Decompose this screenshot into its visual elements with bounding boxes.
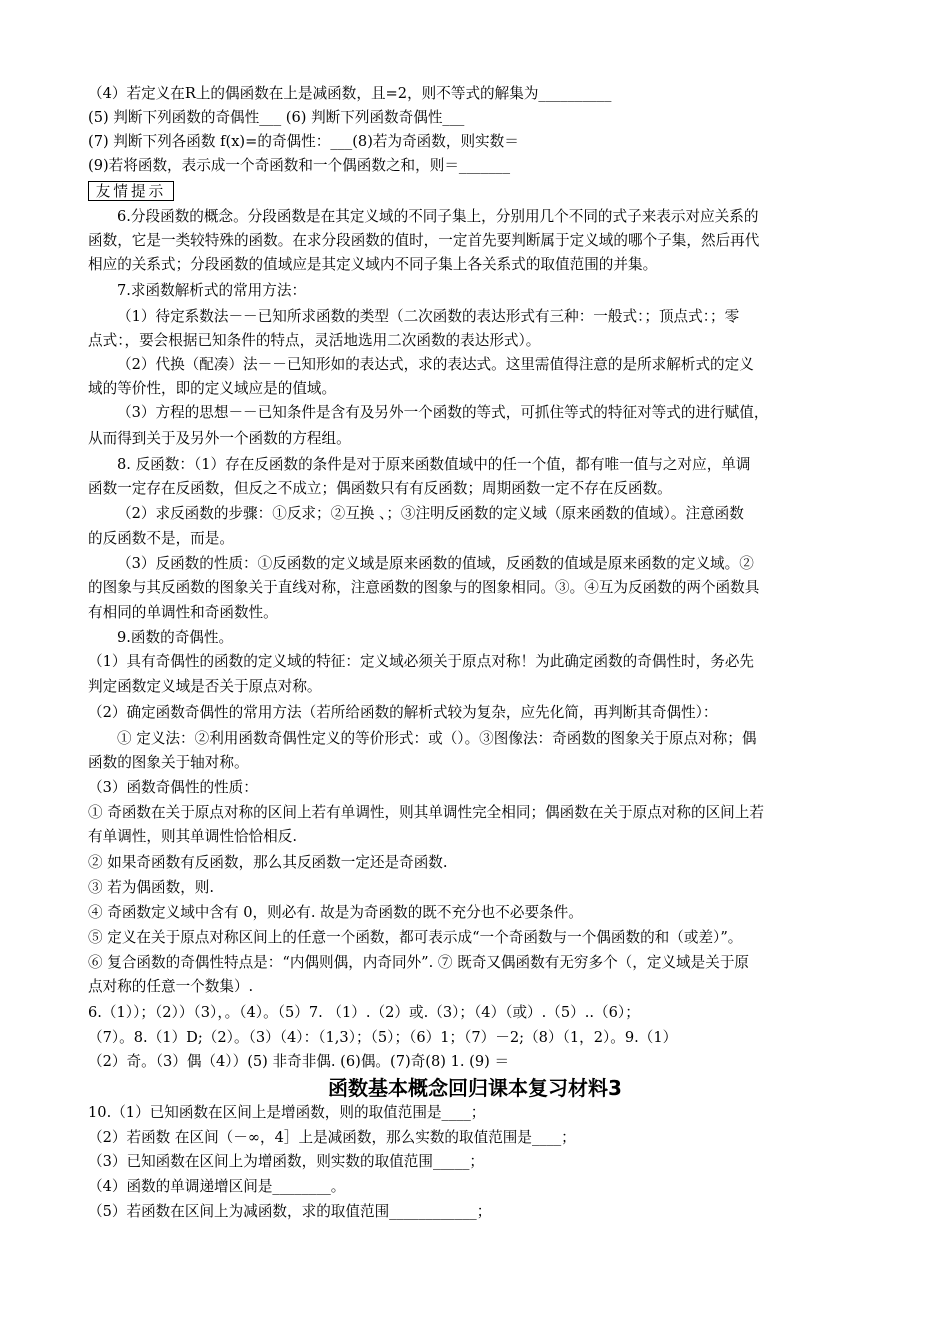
text-line: （1）具有奇偶性的函数的定义域的特征：定义域必须关于原点对称！为此确定函数的奇偶性时，务必先 — [88, 653, 755, 670]
text-line: 点对称的任意一个数集）. — [88, 978, 254, 995]
text-line: 9.函数的奇偶性。 — [117, 629, 234, 646]
text-line: （2）确定函数奇偶性的常用方法（若所给函数的解析式较为复杂，应先化简，再判断其奇偶性）： — [88, 704, 718, 721]
text-line: (9)若将函数，表示成一个奇函数和一个偶函数之和，则＝_______ — [88, 157, 511, 174]
text-line: 8. 反函数：（1）存在反函数的条件是对于原来函数值域中的任一个值，都有唯一值与之对应，单调 — [117, 456, 751, 473]
text-line: ① 奇函数在关于原点对称的区间上若有单调性，则其单调性完全相同；偶函数在关于原点对称的区间上若 — [88, 804, 764, 821]
text-line: (5) 判断下列函数的奇偶性___ (6) 判断下列函数奇偶性___ — [88, 109, 465, 126]
text-line: ④ 奇函数定义域中含有 0，则必有. 故是为奇函数的既不充分也不必要条件。 — [88, 904, 583, 921]
text-line: （3）已知函数在区间上为增函数，则实数的取值范围_____； — [88, 1153, 485, 1170]
text-line: 域的等价性，即的定义域应是的值域。 — [88, 380, 337, 397]
text-line: 的反函数不是，而是。 — [88, 530, 234, 547]
text-line: （4）函数的单调递增区间是________。 — [88, 1178, 346, 1195]
text-line: 有单调性，则其单调性恰恰相反. — [88, 828, 297, 845]
text-line: 函数的图象关于轴对称。 — [88, 754, 249, 771]
text-line: ③ 若为偶函数，则. — [88, 879, 215, 896]
text-line: （3）反函数的性质：①反函数的定义域是原来函数的值域，反函数的值域是原来函数的定义域。② — [117, 555, 754, 572]
text-line: ① 定义法：②利用函数奇偶性定义的等价形式：或（）。③图像法：奇函数的图象关于原点对称；偶 — [117, 730, 757, 747]
text-line: 从而得到关于及另外一个函数的方程组。 — [88, 430, 351, 447]
text-line: 有相同的单调性和奇函数性。 — [88, 604, 278, 621]
text-line: (7) 判断下列各函数 f(x)=的奇偶性：___(8)若为奇函数，则实数＝ — [88, 133, 519, 150]
text-line: ⑤ 定义在关于原点对称区间上的任意一个函数，都可表示成“一个奇函数与一个偶函数的和（或差）”。 — [88, 929, 743, 946]
text-line: 的图象与其反函数的图象关于直线对称，注意函数的图象与的图象相同。③。④互为反函数的两个函数具 — [88, 579, 760, 596]
text-line: （2）代换（配凑）法－－已知形如的表达式，求的表达式。这里需值得注意的是所求解析式的定义 — [117, 356, 754, 373]
answer-line: 6.（1））；（2））（3），。（4）。（5）7. （1）.（2）或.（3）；（4）（或）.（5）..（6）； — [88, 1004, 640, 1021]
text-line: 相应的关系式；分段函数的值域应是其定义域内不同子集上各关系式的取值范围的并集。 — [88, 256, 658, 273]
text-line: （3）方程的思想－－已知条件是含有及另外一个函数的等式，可抓住等式的特征对等式的进行赋值， — [117, 404, 769, 421]
text-line: （3）函数奇偶性的性质： — [88, 779, 258, 796]
text-line: 6.分段函数的概念。分段函数是在其定义域的不同子集上，分别用几个不同的式子来表示对应关系的 — [117, 208, 759, 225]
text-line: 10.（1）已知函数在区间上是增函数，则的取值范围是____； — [88, 1104, 486, 1121]
section-title: 函数基本概念回归课本复习材料3 — [328, 1076, 622, 1100]
answer-line: （7）。8.（1）D;（2）。（3）（4）：（1,3）；（5）；（6）1；（7）－2;（8）（1，2）。9.（1） — [88, 1029, 678, 1046]
text-line: （2）若函数 在区间（－∞，4］上是减函数，那么实数的取值范围是____； — [88, 1129, 576, 1146]
text-line: 函数一定存在反函数，但反之不成立；偶函数只有有反函数；周期函数一定不存在反函数。 — [88, 480, 672, 497]
answer-line: （2）奇。（3）偶（4））(5) 非奇非偶. (6)偶。(7)奇(8) 1. (9) ＝ — [88, 1053, 510, 1070]
text-line: 点式：，要会根据已知条件的特点，灵活地选用二次函数的表达形式）。 — [88, 332, 541, 349]
tip-box: 友情提示 — [88, 181, 174, 201]
text-line: （4）若定义在R上的偶函数在上是减函数，且=2，则不等式的解集为__________ — [88, 85, 612, 102]
text-line: ⑥ 复合函数的奇偶性特点是：“内偶则偶，内奇同外”. ⑦ 既奇又偶函数有无穷多个（，定义域是关于原 — [88, 954, 750, 971]
text-line: 7.求函数解析式的常用方法： — [117, 282, 307, 299]
text-line: 函数，它是一类较特殊的函数。在求分段函数的值时，一定首先要判断属于定义域的哪个子集，然后再代 — [88, 232, 760, 249]
text-line: （5）若函数在区间上为减函数，求的取值范围____________； — [88, 1203, 492, 1220]
text-line: （1）待定系数法－－已知所求函数的类型（二次函数的表达形式有三种：一般式：；顶点式：；零 — [117, 308, 740, 325]
text-line: 判定函数定义域是否关于原点对称。 — [88, 678, 322, 695]
text-line: ② 如果奇函数有反函数，那么其反函数一定还是奇函数. — [88, 854, 448, 871]
text-line: （2）求反函数的步骤：①反求；②互换 、；③注明反函数的定义域（原来函数的值域）。注意函数 — [117, 505, 744, 522]
